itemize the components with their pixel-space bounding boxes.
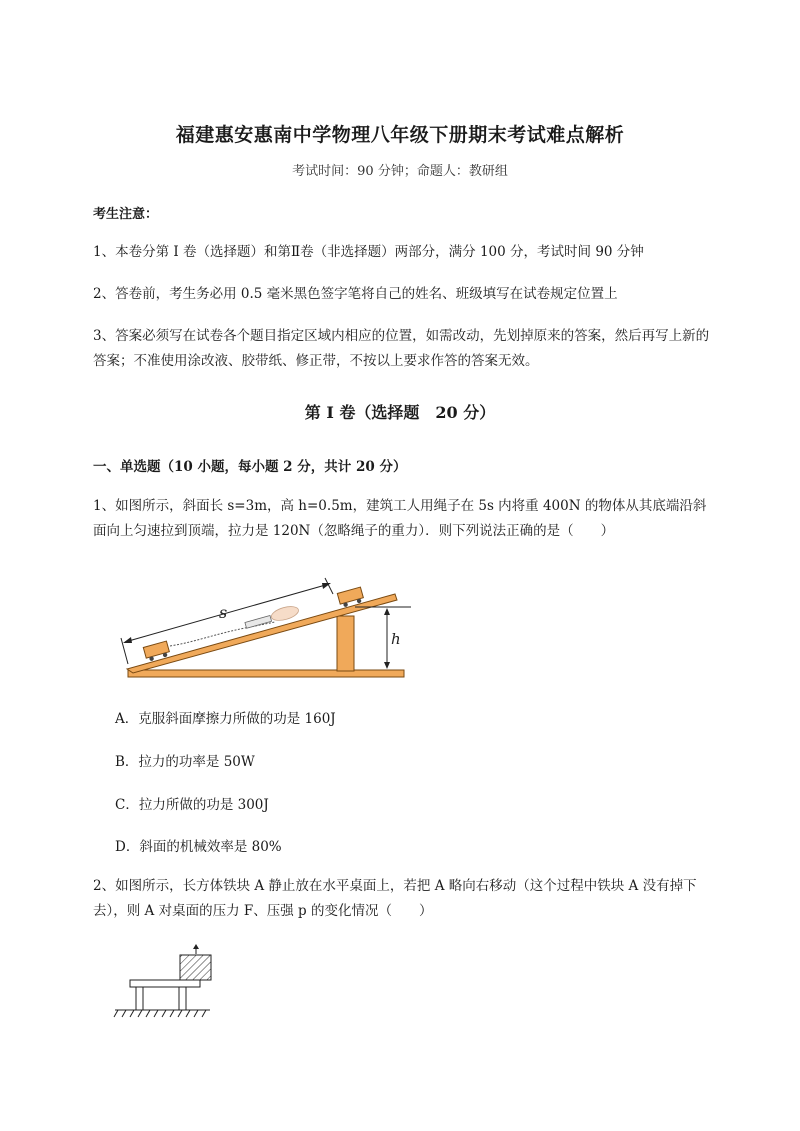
notice-item-2: 2、答卷前，考生务必用 0.5 毫米黑色签字笔将自己的姓名、班级填写在试卷规定位置上 — [93, 286, 618, 302]
block-a — [180, 955, 211, 980]
hand — [270, 604, 300, 623]
height-label: h — [391, 630, 401, 648]
section-title: 第 I 卷（选择题 20 分） — [304, 403, 496, 422]
height-arrow-head-bottom — [384, 662, 390, 669]
incline-post — [337, 616, 354, 671]
question-1-option-b[interactable]: B．拉力的功率是 50W — [115, 754, 255, 770]
table-figure — [110, 942, 220, 1022]
incline-base — [128, 670, 404, 677]
table-leg-left — [136, 987, 143, 1010]
height-arrow-head-top — [384, 608, 390, 615]
notice-item-1: 1、本卷分第 I 卷（选择题）和第Ⅱ卷（非选择题）两部分，满分 100 分，考试时间 90 分钟 — [93, 244, 644, 260]
question-1-text: 1、如图所示，斜面长 s=3m，高 h=0.5m，建筑工人用绳子在 5s 内将重 400N 的物体从其底端沿斜面向上匀速拉到顶端，拉力是 120N（忽略绳子的重力）．则下列说法正确的是（ ） — [93, 498, 707, 539]
question-1-option-c[interactable]: C．拉力所做的功是 300J — [115, 797, 269, 813]
length-arrow-head-left — [123, 637, 132, 643]
notice-heading: 考生注意： — [93, 207, 159, 222]
question-1-option-a[interactable]: A．克服斜面摩擦力所做的功是 160J — [115, 711, 336, 727]
part-heading: 一、单选题（10 小题，每小题 2 分，共计 20 分） — [93, 459, 407, 475]
page-title: 福建惠安惠南中学物理八年级下册期末考试难点解析 — [175, 124, 625, 146]
question-1-option-d[interactable]: D．斜面的机械效率是 80% — [115, 839, 282, 855]
length-label: s — [219, 603, 228, 622]
incline-figure — [115, 572, 415, 682]
exam-info: 考试时间：90 分钟；命题人：教研组 — [292, 164, 508, 179]
spring-scale — [245, 615, 272, 628]
block-arrow-head — [193, 944, 199, 949]
notice-item-3: 3、答案必须写在试卷各个题目指定区域内相应的位置，如需改动，先划掉原来的答案，然后再写上新的答案；不准使用涂改液、胶带纸、修正带，不按以上要求作答的答案无效。 — [93, 328, 710, 369]
ground-hatch — [114, 1010, 206, 1017]
question-2-text: 2、如图所示，长方体铁块 A 静止放在水平桌面上，若把 A 略向右移动（这个过程中铁块 A 没有掉下去），则 A 对桌面的压力 F、压强 p 的变化情况（ ） — [93, 878, 697, 919]
table-leg-right — [179, 987, 186, 1010]
table-top — [130, 980, 200, 987]
incline-plank — [127, 594, 397, 673]
